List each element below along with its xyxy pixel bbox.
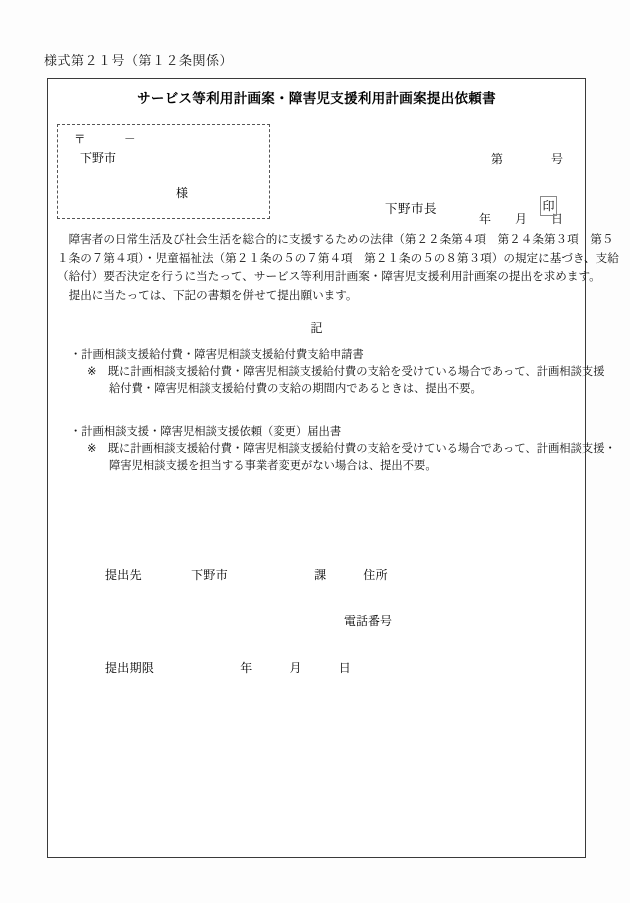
required-document-item-1 xyxy=(70,347,605,398)
postal-code-field: 〒 － xyxy=(74,134,137,146)
submission-destination-field: 提出先 下野市 課 住所 xyxy=(105,568,388,582)
document-number-field: 第 号 xyxy=(490,152,563,166)
issuer-name: 下野市長 xyxy=(385,202,438,216)
body-line-2: １条の７第４項）・児童福祉法（第２１条の５の７第４項 第２１条の５の８第３項）の規定に基づき、支給 xyxy=(57,251,619,265)
body-line-4: 提出に当たっては、下記の書類を併せて提出願います。 xyxy=(57,288,358,302)
item-1-note-cont: 給付費・障害児相談支援給付費の支給の期間内であるときは、提出不要。 xyxy=(109,383,482,395)
seal-stamp-icon: 印 xyxy=(540,196,557,216)
body-line-1: 障害者の日常生活及び社会生活を総合的に支援するための法律（第２２条第４項 第２４条第３項 第５ xyxy=(57,233,614,246)
item-2-title: ・計画相談支援・障害児相談支援依頼（変更）届出書 xyxy=(70,426,342,438)
addressee-city-label: 下野市 xyxy=(80,151,117,165)
addressee-box xyxy=(57,124,270,219)
page-title: サービス等利用計画案・障害児支援利用計画案提出依頼書 xyxy=(137,91,496,106)
ki-marker: 記 xyxy=(310,321,323,335)
item-2-note: ※ 既に計画相談支援給付費・障害児相談支援給付費の支給を受けている場合であって、計画相談支援・ xyxy=(87,443,616,455)
telephone-field: 電話番号 xyxy=(344,614,393,628)
form-outer-frame xyxy=(47,78,619,858)
body-paragraph xyxy=(57,231,619,305)
required-document-item-2 xyxy=(70,424,616,475)
addressee-honorific: 様 xyxy=(176,186,189,200)
body-line-3: （給付）要否決定を行うに当たって、サービス等利用計画案・障害児支援利用計画案の提出を求めます。 xyxy=(57,270,601,283)
form-number-label: 様式第２１号（第１２条関係） xyxy=(44,53,234,68)
item-1-note: ※ 既に計画相談支援給付費・障害児相談支援給付費の支給を受けている場合であって、計画相談支援 xyxy=(87,366,605,378)
submission-deadline-field: 提出期限 年 月 日 xyxy=(105,661,352,675)
item-2-note-cont: 障害児相談支援を担当する事業者変更がない場合は、提出不要。 xyxy=(109,460,437,472)
form-content-area xyxy=(48,79,619,857)
document-date-field: 年 月 日 xyxy=(478,212,563,226)
item-1-title: ・計画相談支援給付費・障害児相談支援給付費支給申請書 xyxy=(70,349,364,361)
